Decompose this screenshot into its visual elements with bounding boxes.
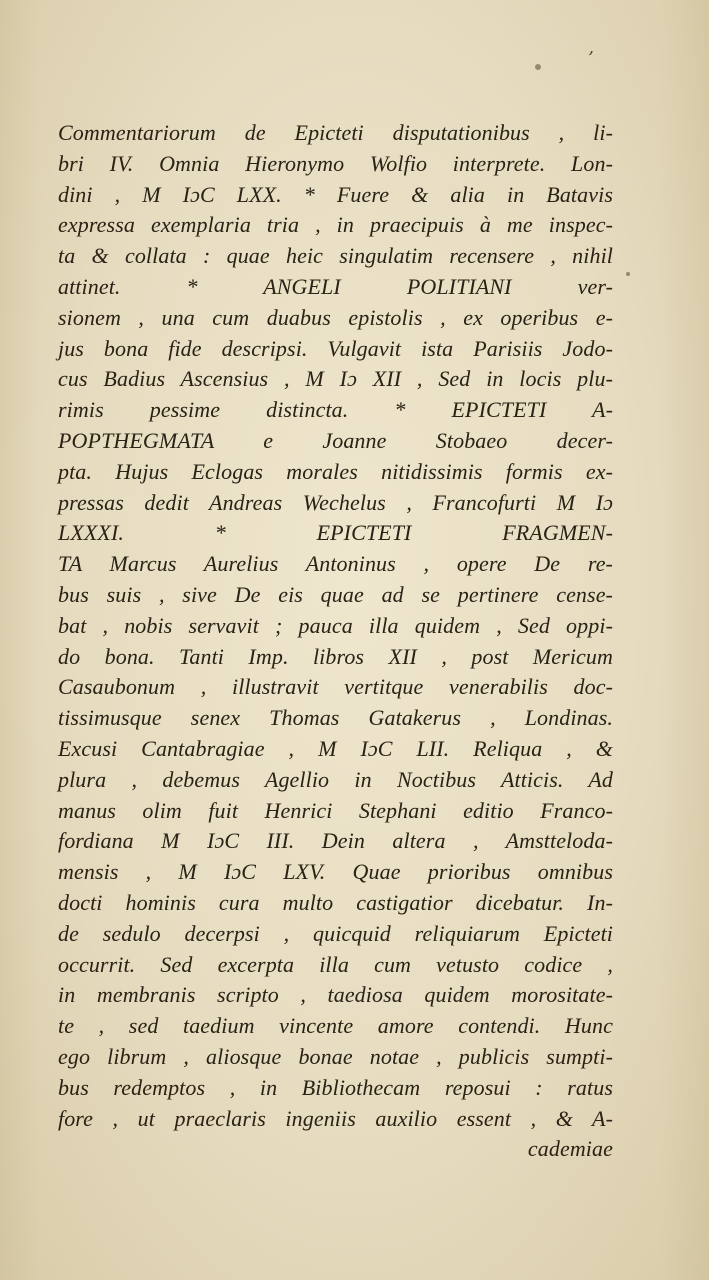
text-line: occurrit. Sed excerpta illa cum vetusto codice , [58, 951, 613, 977]
text-line: cus Badius Ascensius , M Iɔ XII , Sed in locis plu- [58, 366, 613, 392]
text-line: sionem , una cum duabus epistolis , ex operibus e- [58, 304, 613, 330]
text-line: bat , nobis servavit ; pauca illa quidem , Sed oppi- [58, 612, 613, 638]
text-line: expressa exemplaria tria , in praecipuis à me inspec- [58, 212, 613, 238]
text-line: ta & collata : quae heic singulatim recensere , nihil [58, 243, 613, 269]
text-line: docti hominis cura multo castigatior dicebatur. In- [58, 889, 613, 915]
top-margin-mark: ’ [588, 48, 594, 69]
text-line: de sedulo decerpsi , quicquid reliquiarum Epicteti [58, 920, 613, 946]
text-line: do bona. Tanti Imp. libros XII , post Mericum [58, 643, 613, 669]
text-line: Casaubonum , illustravit vertitque venerabilis doc- [58, 674, 613, 700]
text-line: LXXXI. * EPICTETI FRAGMEN- [58, 520, 613, 546]
text-line: TA Marcus Aurelius Antoninus , opere De re- [58, 551, 613, 577]
text-line: attinet. * ANGELI POLITIANI ver- [58, 273, 613, 299]
text-line: plura , debemus Agellio in Noctibus Atticis. Ad [58, 766, 613, 792]
text-line: te , sed taedium vincente amore contendi. Hunc [58, 1013, 613, 1039]
text-line: dini , M IɔC LXX. * Fuere & alia in Batavis [58, 181, 613, 207]
text-line: pta. Hujus Eclogas morales nitidissimis formis ex- [58, 458, 613, 484]
text-line: bus redemptos , in Bibliothecam reposui : ratus [58, 1074, 613, 1100]
text-line: bri IV. Omnia Hieronymo Wolfio interprete. Lon- [58, 150, 613, 176]
text-line: in membranis scripto , taediosa quidem morositate- [58, 982, 613, 1008]
text-line: mensis , M IɔC LXV. Quae prioribus omnibus [58, 859, 613, 885]
text-line: tissimusque senex Thomas Gatakerus , Londinas. [58, 705, 613, 731]
body-text [58, 118, 613, 1165]
ink-spot [535, 64, 541, 70]
text-line: fordiana M IɔC III. Dein altera , Amstteloda- [58, 828, 613, 854]
text-line: bus suis , sive De eis quae ad se pertinere cense- [58, 581, 613, 607]
text-line: fore , ut praeclaris ingeniis auxilio essent , & A- [58, 1105, 613, 1131]
text-line: rimis pessime distincta. * EPICTETI A- [58, 397, 613, 423]
catchword: cademiae [527, 1136, 613, 1162]
text-line: Commentariorum de Epicteti disputationibus , li- [58, 120, 613, 145]
text-line: manus olim fuit Henrici Stephani editio Franco- [58, 797, 613, 823]
text-line: Excusi Cantabragiae , M IɔC LII. Reliqua , & [58, 735, 613, 761]
text-line: jus bona fide descripsi. Vulgavit ista Parisiis Jodo- [58, 335, 613, 361]
text-line: ego librum , aliosque bonae notae , publicis sumpti- [58, 1043, 613, 1069]
text-line: pressas dedit Andreas Wechelus , Francofurti M Iɔ [58, 489, 613, 515]
text-line: POPTHEGMATA e Joanne Stobaeo decer- [58, 427, 613, 453]
ink-spot [626, 272, 630, 276]
